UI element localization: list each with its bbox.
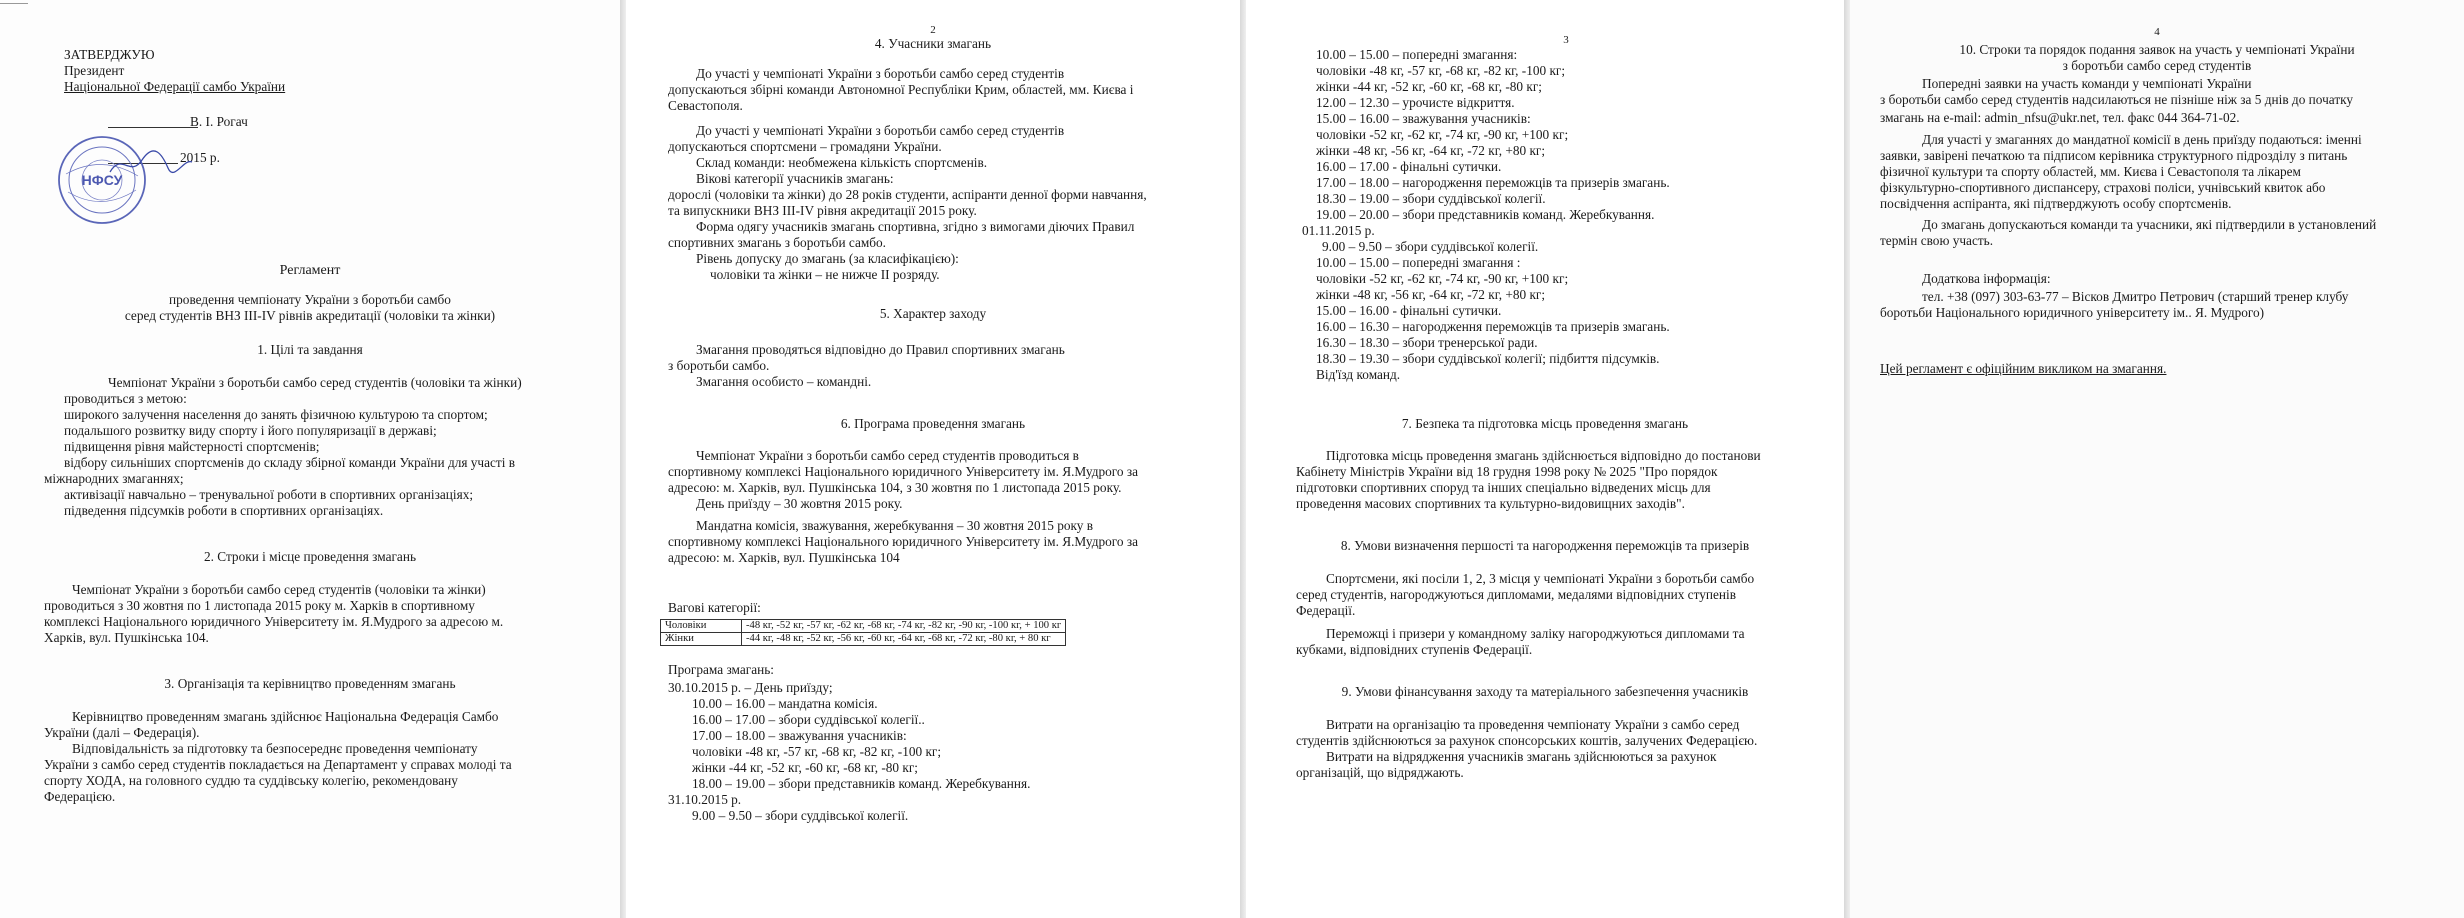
text-line: Севастополя. — [668, 98, 743, 113]
text-line: комплексі Національного юридичного Університету ім. Я.Мудрого за адресою м. — [44, 614, 504, 629]
text-line: Рівень допуску до змагань (за класифікацією): — [696, 251, 959, 266]
info-title: Додаткова інформація: — [1922, 271, 2051, 286]
text-line: України з самбо серед студентів покладається на Департамент у справах молоді та — [44, 757, 512, 772]
program-line: 17.00 – 18.00 – зважування учасників: — [692, 728, 907, 743]
text-line: спортивному комплексі Національного юридичного Університету ім. Я.Мудрого за — [668, 464, 1139, 479]
program-line: 16.00 – 17.00 – збори суддівської колегії.. — [692, 712, 925, 727]
text-line: активізації навчально – тренувальної роботи в спортивних організаціях; — [64, 487, 474, 502]
year-label: 2015 р. — [180, 150, 220, 165]
text-line: Керівництво проведенням змагань здійснює Національна Федерація Самбо — [72, 709, 499, 724]
weights-title: Вагові категорії: — [668, 600, 761, 615]
signer-name: В. І. Рогач — [190, 114, 248, 129]
program-line: жінки -44 кг, -52 кг, -60 кг, -68 кг, -80 кг; — [1316, 79, 1543, 94]
text-line: України (далі – Федерація). — [44, 725, 200, 740]
text-line: Чемпіонат України з боротьби самбо серед студентів проводиться в — [696, 448, 1079, 463]
text-line: До участі у чемпіонаті України з боротьби самбо серед студентів — [696, 123, 1065, 138]
section-heading: 6. Програма проведення змагань — [840, 416, 1026, 431]
program-line: 9.00 – 9.50 – збори суддівської колегії. — [1322, 239, 1539, 254]
federation-label: Національної Федерації самбо України — [64, 79, 286, 94]
text-line: підвищення рівня майстерності спортсменів; — [64, 439, 320, 454]
page-number: 4 — [2154, 26, 2160, 38]
section-heading: 1. Цілі та завдання — [257, 342, 363, 357]
text-line: Вікові категорії учасників змагань: — [696, 171, 894, 186]
text-line: спортивних змагань з боротьби самбо. — [668, 235, 887, 250]
contact-line: боротьби Національного юридичного університету ім.. Я. Мудрого) — [1880, 305, 2265, 320]
president-label: Президент — [64, 63, 125, 78]
program-line: 16.30 – 18.30 – збори тренерської ради. — [1316, 335, 1538, 350]
text-line: спорту ХОДА, на головного суддю та суддівську колегію, рекомендовану — [44, 773, 458, 788]
text-line: з боротьби самбо серед студентів надсилаються не пізніше ніж за 5 днів до початку — [1880, 92, 2354, 107]
text-line: Федерацією. — [44, 789, 116, 804]
program-line: 18.30 – 19.30 – збори суддівської колегії; підбиття підсумків. — [1316, 351, 1660, 366]
program-line: 19.00 – 20.00 – збори представників команд. Жеребкування. — [1316, 207, 1655, 222]
text-line: допускаються збірні команди Автономної Республіки Крим, областей, мм. Києва і — [668, 82, 1134, 97]
text-line: Склад команди: необмежена кількість спортсменів. — [696, 155, 988, 170]
page-number: 2 — [930, 24, 936, 36]
program-line: 16.00 – 17.00 - фінальні сутички. — [1316, 159, 1502, 174]
text-line: Чемпіонат України з боротьби самбо серед студентів (чоловіки та жінки) — [108, 375, 522, 390]
doc-subtitle-2: серед студентів ВНЗ ІІІ-IV рівнів акредитації (чоловіки та жінки) — [124, 308, 496, 323]
program-line: 9.00 – 9.50 – збори суддівської колегії. — [692, 808, 909, 823]
program-line: чоловіки -52 кг, -62 кг, -74 кг, -90 кг, +100 кг; — [1316, 271, 1569, 286]
text-line: студентів здійснюються за рахунок спонсорських коштів, залучених Федерацією. — [1296, 733, 1758, 748]
program-line: жінки -48 кг, -56 кг, -64 кг, -72 кг, +80 кг; — [1316, 143, 1546, 158]
section-heading: 4. Учасники змагань — [874, 36, 992, 51]
text-line: фізкультурно-спортивного диспансеру, страхові поліси, учнівський квиток або — [1880, 180, 2326, 195]
text-line: адресою: м. Харків, вул. Пушкінська 104 — [668, 550, 900, 565]
program-line: 18.00 – 19.00 – збори представників команд. Жеребкування. — [692, 776, 1031, 791]
program-line: чоловіки -48 кг, -57 кг, -68 кг, -82 кг, -100 кг; — [692, 744, 942, 759]
table-cell: -48 кг, -52 кг, -57 кг, -62 кг, -68 кг, -74 кг, -82 кг, -90 кг, -100 кг, + 100 кг — [742, 620, 1066, 633]
program-line: жінки -48 кг, -56 кг, -64 кг, -72 кг, +80 кг; — [1316, 287, 1546, 302]
closing-statement: Цей регламент є офіційним викликом на змагання. — [1880, 361, 2167, 376]
section-heading: 8. Умови визначення першості та нагородження переможців та призерів — [1340, 538, 1750, 553]
signature-line — [108, 113, 198, 128]
text-line: заявки, завірені печаткою та підписом керівника структурного підрозділу з питань — [1880, 148, 2348, 163]
text-line: підготовки спортивних споруд та інших спеціально відведених місць для — [1296, 480, 1711, 495]
text-line: Витрати на відрядження учасників змагань здійснюються за рахунок — [1326, 749, 1717, 764]
page-2 — [626, 0, 1240, 918]
program-line: 15.00 – 16.00 – зважування учасників: — [1316, 111, 1531, 126]
program-line: 16.00 – 16.30 – нагородження переможців та призерів змагань. — [1316, 319, 1670, 334]
text-line: Чемпіонат України з боротьби самбо серед студентів (чоловіки та жінки) — [72, 582, 486, 597]
text-line: та випускники ВНЗ ІІІ-IV рівня акредитації 2015 року. — [668, 203, 977, 218]
program-line: 31.10.2015 р. — [668, 792, 742, 807]
program-title: Програма змагань: — [668, 662, 774, 677]
table-row — [661, 620, 1066, 633]
text-line: фізичної культури та спорту областей, мм. Києва і Севастополя та лікарем — [1880, 164, 2301, 179]
text-line: проводиться з 30 жовтня по 1 листопада 2015 року м. Харків в спортивному — [44, 598, 475, 613]
text-line: Витрати на організацію та проведення чемпіонату України з самбо серед — [1326, 717, 1740, 732]
text-line: Кабінету Міністрів України від 18 грудня 1998 року № 2025 "Про порядок — [1296, 464, 1718, 479]
corner-mark — [0, 3, 28, 4]
text-line: Змагання проводяться відповідно до Правил спортивних змагань — [696, 342, 1065, 357]
text-line: Форма одягу учасників змагань спортивна, згідно з вимогами діючих Правил — [696, 219, 1135, 234]
program-line: чоловіки -52 кг, -62 кг, -74 кг, -90 кг, +100 кг; — [1316, 127, 1569, 142]
text-line: Підготовка місць проведення змагань здійснюється відповідно до постанови — [1326, 448, 1761, 463]
text-line: допускаються спортсмени – громадяни України. — [668, 139, 942, 154]
stamp-text: НФСУ — [81, 172, 123, 188]
text-line: Змагання особисто – командні. — [696, 374, 872, 389]
text-line: організацій, що відряджають. — [1296, 765, 1464, 780]
text-line: відбору сильніших спортсменів до складу збірної команди України для участі в — [64, 455, 516, 470]
text-line: дорослі (чоловіки та жінки) до 28 років студенти, аспіранти денної форми навчання, — [668, 187, 1147, 202]
program-line: 10.00 – 16.00 – мандатна комісія. — [692, 696, 878, 711]
page-3 — [1246, 0, 1844, 918]
program-line: 17.00 – 18.00 – нагородження переможців та призерів змагань. — [1316, 175, 1670, 190]
text-line: міжнародних змаганнях; — [44, 471, 184, 486]
text-line: з боротьби самбо. — [668, 358, 770, 373]
text-line: широкого залучення населення до занять фізичною культурою та спортом; — [64, 407, 488, 422]
contact-line: тел. +38 (097) 303-63-77 – Вісков Дмитро Петрович (старший тренер клубу — [1922, 289, 2349, 304]
text-line: термін свою участь. — [1880, 233, 1994, 248]
table-cell: Чоловіки — [661, 620, 742, 633]
weight-categories-table — [660, 619, 1066, 646]
program-line: жінки -44 кг, -52 кг, -60 кг, -68 кг, -80 кг; — [692, 760, 919, 775]
table-cell: Жінки — [661, 633, 742, 646]
text-line: День приїзду – 30 жовтня 2015 року. — [696, 496, 903, 511]
text-line: Федерації. — [1296, 603, 1356, 618]
program-line: 18.30 – 19.00 – збори суддівської колегії. — [1316, 191, 1546, 206]
page-4 — [1850, 0, 2464, 918]
text-line: Для участі у змаганнях до мандатної комісії в день приїзду подаються: іменні — [1922, 132, 2362, 147]
text-line: адресою: м. Харків, вул. Пушкінська 104, з 30 жовтня по 1 листопада 2015 року. — [668, 480, 1122, 495]
section-heading: 5. Характер заходу — [879, 306, 987, 321]
text-line: проводиться з метою: — [64, 391, 187, 406]
text-line: кубками, відповідних ступенів Федерації. — [1296, 642, 1533, 657]
text-line: подальшого розвитку виду спорту і його популяризації в державі; — [64, 423, 437, 438]
signature-icon — [108, 150, 194, 180]
text-line: чоловіки та жінки – не нижче ІІ розряду. — [710, 267, 940, 282]
program-line: 10.00 – 15.00 – попередні змагання: — [1316, 47, 1518, 62]
text-line: проведення масових спортивних та культурно-видовищних заходів". — [1296, 496, 1685, 511]
table-row — [661, 633, 1066, 646]
section-heading: 9. Умови фінансування заходу та матеріального забезпечення учасників — [1341, 684, 1749, 699]
page-number: 3 — [1563, 34, 1569, 46]
text-line: Переможці і призери у командному заліку нагороджуються дипломами та — [1326, 626, 1745, 641]
program-line: чоловіки -48 кг, -57 кг, -68 кг, -82 кг, -100 кг; — [1316, 63, 1566, 78]
text-line: спортивному комплексі Національного юридичного Університету ім. Я.Мудрого за — [668, 534, 1139, 549]
text-line: підведення підсумків роботи в спортивних організаціях. — [64, 503, 384, 518]
program-line: 10.00 – 15.00 – попередні змагання : — [1316, 255, 1521, 270]
program-line: 01.11.2015 р. — [1302, 223, 1375, 238]
text-line: До змагань допускаються команди та учасники, які підтвердили в установлений — [1922, 217, 2377, 232]
text-line: посвідчення аспіранта, які підтверджують особу спортсменів. — [1880, 196, 2232, 211]
text-line: серед студентів, нагороджуються дипломами, медалями відповідних ступенів — [1296, 587, 1736, 602]
text-line: Мандатна комісія, зважування, жеребкування – 30 жовтня 2015 року в — [696, 518, 1094, 533]
text-line: Спортсмени, які посіли 1, 2, 3 місця у чемпіонаті України з боротьби самбо — [1326, 571, 1755, 586]
doc-subtitle-1: проведення чемпіонату України з боротьби самбо — [169, 292, 451, 307]
section-heading: 10. Строки та порядок подання заявок на участь у чемпіонаті України — [1959, 42, 2355, 57]
section-heading: 7. Безпека та підготовка місць проведення змагань — [1401, 416, 1689, 431]
seal-stamp-icon — [56, 134, 148, 226]
text-line: До участі у чемпіонаті України з боротьби самбо серед студентів — [696, 66, 1065, 81]
program-line: 15.00 – 16.00 - фінальні сутички. — [1316, 303, 1502, 318]
doc-title: Регламент — [279, 263, 341, 278]
text-line: Попередні заявки на участь команди у чемпіонаті України — [1922, 76, 2252, 91]
email-line: змагань на e-mail: admin_nfsu@ukr.net, тел. факс 044 364-71-02. — [1880, 110, 2240, 125]
section-heading-cont: з боротьби самбо серед студентів — [2062, 58, 2252, 73]
section-heading: 3. Організація та керівництво проведенням змагань — [164, 676, 456, 691]
section-heading: 2. Строки і місце проведення змагань — [203, 549, 417, 564]
text-line: Відповідальність за підготовку та безпосереднє проведення чемпіонату — [72, 741, 478, 756]
page-1 — [0, 0, 620, 918]
program-line: 30.10.2015 р. – День приїзду; — [668, 680, 833, 695]
program-line: 12.00 – 12.30 – урочисте відкриття. — [1316, 95, 1515, 110]
approve-heading: ЗАТВЕРДЖУЮ — [64, 47, 155, 62]
table-cell: -44 кг, -48 кг, -52 кг, -56 кг, -60 кг, -64 кг, -68 кг, -72 кг, -80 кг, + 80 кг — [742, 633, 1066, 646]
text-line: Харків, вул. Пушкінська 104. — [44, 630, 209, 645]
program-line: Від'їзд команд. — [1316, 367, 1401, 382]
